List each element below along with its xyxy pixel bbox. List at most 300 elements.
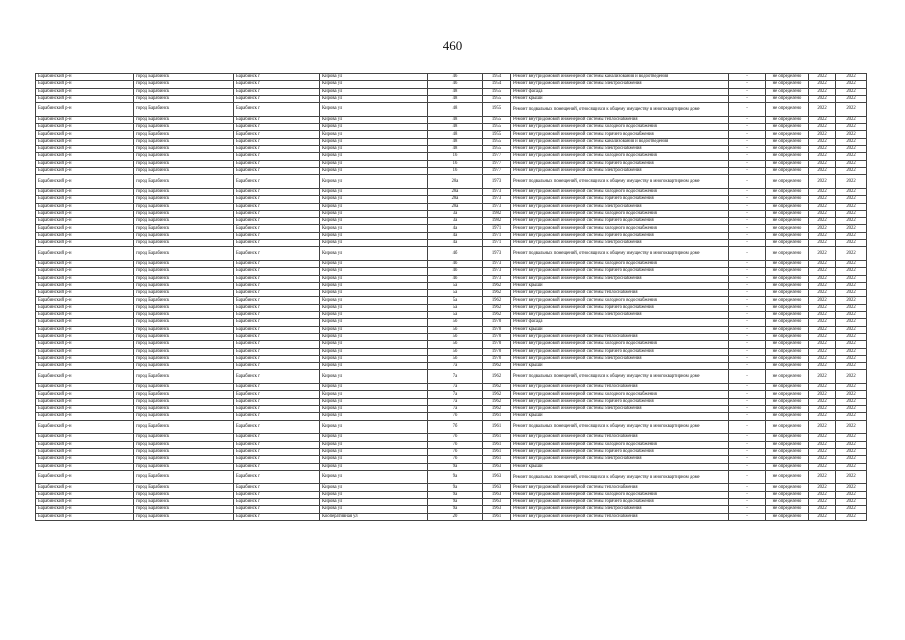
municipality-cell: город Барабинск	[134, 506, 234, 513]
street-cell: Кирова ул	[320, 470, 428, 484]
settlement-cell: Барабинск г	[234, 138, 320, 145]
start-year-cell: 2022	[809, 363, 836, 370]
start-year-cell: 2022	[809, 167, 836, 174]
build-year-cell: 1962	[483, 290, 511, 297]
table-row	[36, 88, 867, 95]
table-row	[36, 312, 867, 319]
street-cell: Кирова ул	[320, 484, 428, 491]
cost-cell: -	[729, 326, 766, 333]
end-year-cell: 2022	[836, 499, 867, 506]
build-year-cell: 1963	[483, 470, 511, 484]
district-cell: Барабинский р-н	[36, 319, 134, 326]
settlement-cell: Барабинск г	[234, 74, 320, 81]
cost-cell: -	[729, 247, 766, 261]
district-cell: Барабинский р-н	[36, 341, 134, 348]
work-type-cell: Ремонт внутридомовой инженерной системы холодного водоснабжения	[511, 441, 729, 448]
table-row	[36, 441, 867, 448]
amount-cell: не определено	[766, 297, 809, 304]
street-cell: Кирова ул	[320, 355, 428, 362]
amount-cell: не определено	[766, 484, 809, 491]
amount-cell: не определено	[766, 167, 809, 174]
build-year-cell: 1955	[483, 103, 511, 117]
build-year-cell: 1971	[483, 240, 511, 247]
work-type-cell: Ремонт внутридомовой инженерной системы электроснабжения	[511, 275, 729, 282]
end-year-cell: 2022	[836, 282, 867, 289]
cost-cell: -	[729, 210, 766, 217]
cost-cell: -	[729, 218, 766, 225]
table-row	[36, 484, 867, 491]
municipality-cell: город Барабинск	[134, 153, 234, 160]
work-type-cell: Ремонт внутридомовой инженерной системы горячего водоснабжения	[511, 160, 729, 167]
house-number-cell: 4а	[428, 232, 483, 239]
build-year-cell: 1961	[483, 434, 511, 441]
house-number-cell: 4а	[428, 225, 483, 232]
start-year-cell: 2022	[809, 413, 836, 420]
end-year-cell: 2022	[836, 470, 867, 484]
street-cell: Кирова ул	[320, 175, 428, 189]
end-year-cell: 2022	[836, 491, 867, 498]
work-type-cell: Ремонт подвальных помещений, относящихся к общему имуществу в многоквартирном доме	[511, 175, 729, 189]
cost-cell: -	[729, 363, 766, 370]
district-cell: Барабинский р-н	[36, 456, 134, 463]
settlement-cell: Барабинск г	[234, 398, 320, 405]
street-cell: Кирова ул	[320, 463, 428, 470]
district-cell: Барабинский р-н	[36, 282, 134, 289]
work-type-cell: Ремонт фасада	[511, 88, 729, 95]
district-cell: Барабинский р-н	[36, 103, 134, 117]
settlement-cell: Барабинск г	[234, 297, 320, 304]
street-cell: Кирова ул	[320, 95, 428, 102]
table-row	[36, 175, 867, 189]
district-cell: Барабинский р-н	[36, 463, 134, 470]
amount-cell: не определено	[766, 434, 809, 441]
start-year-cell: 2022	[809, 420, 836, 434]
house-number-cell: 7а	[428, 406, 483, 413]
house-number-cell: 5а	[428, 312, 483, 319]
table-row	[36, 363, 867, 370]
start-year-cell: 2022	[809, 240, 836, 247]
start-year-cell: 2022	[809, 218, 836, 225]
cost-cell: -	[729, 513, 766, 520]
municipality-cell: город Барабинск	[134, 456, 234, 463]
street-cell: Кооперативная ул	[320, 513, 428, 520]
end-year-cell: 2022	[836, 240, 867, 247]
build-year-cell: 1954	[483, 81, 511, 88]
start-year-cell: 2022	[809, 434, 836, 441]
street-cell: Кирова ул	[320, 441, 428, 448]
amount-cell: не определено	[766, 341, 809, 348]
table-row	[36, 95, 867, 102]
cost-cell: -	[729, 413, 766, 420]
build-year-cell: 1971	[483, 225, 511, 232]
build-year-cell: 1961	[483, 441, 511, 448]
build-year-cell: 1970	[483, 319, 511, 326]
district-cell: Барабинский р-н	[36, 304, 134, 311]
settlement-cell: Барабинск г	[234, 196, 320, 203]
end-year-cell: 2022	[836, 138, 867, 145]
house-number-cell: 5б	[428, 319, 483, 326]
district-cell: Барабинский р-н	[36, 138, 134, 145]
municipality-cell: город Барабинск	[134, 95, 234, 102]
work-type-cell: Ремонт подвальных помещений, относящихся к общему имуществу в многоквартирном доме	[511, 470, 729, 484]
amount-cell: не определено	[766, 326, 809, 333]
work-type-cell: Ремонт внутридомовой инженерной системы электроснабжения	[511, 406, 729, 413]
municipality-cell: город Барабинск	[134, 326, 234, 333]
cost-cell: -	[729, 391, 766, 398]
settlement-cell: Барабинск г	[234, 275, 320, 282]
start-year-cell: 2022	[809, 175, 836, 189]
start-year-cell: 2022	[809, 463, 836, 470]
district-cell: Барабинский р-н	[36, 470, 134, 484]
house-number-cell: 7а	[428, 370, 483, 384]
end-year-cell: 2022	[836, 413, 867, 420]
cost-cell: -	[729, 290, 766, 297]
table-row	[36, 116, 867, 123]
house-number-cell: 7а	[428, 384, 483, 391]
start-year-cell: 2022	[809, 261, 836, 268]
cost-cell: -	[729, 348, 766, 355]
work-type-cell: Ремонт фасада	[511, 319, 729, 326]
build-year-cell: 1963	[483, 506, 511, 513]
cost-cell: -	[729, 95, 766, 102]
house-number-cell: 4б	[428, 268, 483, 275]
street-cell: Кирова ул	[320, 138, 428, 145]
build-year-cell: 1963	[483, 491, 511, 498]
settlement-cell: Барабинск г	[234, 103, 320, 117]
street-cell: Кирова ул	[320, 146, 428, 153]
table-row	[36, 297, 867, 304]
work-type-cell: Ремонт внутридомовой инженерной системы холодного водоснабжения	[511, 124, 729, 131]
build-year-cell: 1971	[483, 232, 511, 239]
end-year-cell: 2022	[836, 290, 867, 297]
build-year-cell: 1970	[483, 333, 511, 340]
street-cell: Кирова ул	[320, 225, 428, 232]
end-year-cell: 2022	[836, 341, 867, 348]
street-cell: Кирова ул	[320, 103, 428, 117]
amount-cell: не определено	[766, 312, 809, 319]
settlement-cell: Барабинск г	[234, 203, 320, 210]
house-number-cell: 16	[428, 160, 483, 167]
cost-cell: -	[729, 398, 766, 405]
street-cell: Кирова ул	[320, 506, 428, 513]
start-year-cell: 2022	[809, 188, 836, 195]
house-number-cell: 9а	[428, 484, 483, 491]
amount-cell: не определено	[766, 275, 809, 282]
work-type-cell: Ремонт внутридомовой инженерной системы теплоснабжения	[511, 116, 729, 123]
amount-cell: не определено	[766, 355, 809, 362]
end-year-cell: 2022	[836, 441, 867, 448]
cost-cell: -	[729, 491, 766, 498]
end-year-cell: 2022	[836, 95, 867, 102]
cost-cell: -	[729, 463, 766, 470]
cost-cell: -	[729, 146, 766, 153]
house-number-cell: 16	[428, 167, 483, 174]
street-cell: Кирова ул	[320, 124, 428, 131]
cost-cell: -	[729, 370, 766, 384]
municipality-cell: город Барабинск	[134, 484, 234, 491]
house-number-cell: 5б	[428, 341, 483, 348]
amount-cell: не определено	[766, 304, 809, 311]
house-number-cell: 48	[428, 116, 483, 123]
house-number-cell: 5б	[428, 333, 483, 340]
table-row	[36, 268, 867, 275]
cost-cell: -	[729, 103, 766, 117]
end-year-cell: 2022	[836, 160, 867, 167]
house-number-cell: 48	[428, 103, 483, 117]
start-year-cell: 2022	[809, 370, 836, 384]
district-cell: Барабинский р-н	[36, 348, 134, 355]
street-cell: Кирова ул	[320, 384, 428, 391]
table-row	[36, 261, 867, 268]
street-cell: Кирова ул	[320, 131, 428, 138]
municipality-cell: город Барабинск	[134, 210, 234, 217]
start-year-cell: 2022	[809, 470, 836, 484]
build-year-cell: 1973	[483, 203, 511, 210]
district-cell: Барабинский р-н	[36, 326, 134, 333]
street-cell: Кирова ул	[320, 370, 428, 384]
settlement-cell: Барабинск г	[234, 391, 320, 398]
district-cell: Барабинский р-н	[36, 203, 134, 210]
cost-cell: -	[729, 319, 766, 326]
start-year-cell: 2022	[809, 138, 836, 145]
work-type-cell: Ремонт внутридомовой инженерной системы теплоснабжения	[511, 333, 729, 340]
district-cell: Барабинский р-н	[36, 398, 134, 405]
build-year-cell: 1970	[483, 348, 511, 355]
work-type-cell: Ремонт внутридомовой инженерной системы холодного водоснабжения	[511, 341, 729, 348]
amount-cell: не определено	[766, 420, 809, 434]
work-type-cell: Ремонт внутридомовой инженерной системы канализования и водоотведения	[511, 74, 729, 81]
end-year-cell: 2022	[836, 175, 867, 189]
municipality-cell: город Барабинск	[134, 420, 234, 434]
municipality-cell: город Барабинск	[134, 81, 234, 88]
amount-cell: не определено	[766, 247, 809, 261]
end-year-cell: 2022	[836, 506, 867, 513]
street-cell: Кирова ул	[320, 290, 428, 297]
house-number-cell: 46	[428, 81, 483, 88]
table-row	[36, 355, 867, 362]
district-cell: Барабинский р-н	[36, 131, 134, 138]
municipality-cell: город Барабинск	[134, 413, 234, 420]
settlement-cell: Барабинск г	[234, 218, 320, 225]
start-year-cell: 2022	[809, 348, 836, 355]
house-number-cell: 7а	[428, 391, 483, 398]
district-cell: Барабинский р-н	[36, 506, 134, 513]
street-cell: Кирова ул	[320, 240, 428, 247]
amount-cell: не определено	[766, 210, 809, 217]
table-row	[36, 74, 867, 81]
district-cell: Барабинский р-н	[36, 312, 134, 319]
table-row	[36, 203, 867, 210]
cost-cell: -	[729, 434, 766, 441]
municipality-cell: город Барабинск	[134, 312, 234, 319]
district-cell: Барабинский р-н	[36, 88, 134, 95]
street-cell: Кирова ул	[320, 203, 428, 210]
build-year-cell: 1973	[483, 196, 511, 203]
table-row	[36, 384, 867, 391]
district-cell: Барабинский р-н	[36, 290, 134, 297]
cost-cell: -	[729, 312, 766, 319]
end-year-cell: 2022	[836, 88, 867, 95]
settlement-cell: Барабинск г	[234, 225, 320, 232]
work-type-cell: Ремонт внутридомовой инженерной системы теплоснабжения	[511, 484, 729, 491]
end-year-cell: 2022	[836, 153, 867, 160]
settlement-cell: Барабинск г	[234, 146, 320, 153]
build-year-cell: 1955	[483, 124, 511, 131]
table-row	[36, 138, 867, 145]
street-cell: Кирова ул	[320, 333, 428, 340]
settlement-cell: Барабинск г	[234, 312, 320, 319]
amount-cell: не определено	[766, 175, 809, 189]
cost-cell: -	[729, 506, 766, 513]
house-number-cell: 5б	[428, 348, 483, 355]
amount-cell: не определено	[766, 491, 809, 498]
settlement-cell: Барабинск г	[234, 434, 320, 441]
table-row	[36, 434, 867, 441]
district-cell: Барабинский р-н	[36, 513, 134, 520]
house-number-cell: 5б	[428, 355, 483, 362]
house-number-cell: 4б	[428, 247, 483, 261]
start-year-cell: 2022	[809, 124, 836, 131]
cost-cell: -	[729, 116, 766, 123]
cost-cell: -	[729, 420, 766, 434]
house-number-cell: 3а	[428, 218, 483, 225]
municipality-cell: город Барабинск	[134, 167, 234, 174]
cost-cell: -	[729, 124, 766, 131]
municipality-cell: город Барабинск	[134, 196, 234, 203]
end-year-cell: 2022	[836, 218, 867, 225]
settlement-cell: Барабинск г	[234, 513, 320, 520]
house-number-cell: 7б	[428, 434, 483, 441]
municipality-cell: город Барабинск	[134, 275, 234, 282]
municipality-cell: город Барабинск	[134, 282, 234, 289]
municipality-cell: город Барабинск	[134, 448, 234, 455]
amount-cell: не определено	[766, 103, 809, 117]
work-type-cell: Ремонт подвальных помещений, относящихся к общему имуществу в многоквартирном доме	[511, 420, 729, 434]
build-year-cell: 1962	[483, 406, 511, 413]
build-year-cell: 1955	[483, 116, 511, 123]
street-cell: Кирова ул	[320, 434, 428, 441]
build-year-cell: 1961	[483, 448, 511, 455]
district-cell: Барабинский р-н	[36, 355, 134, 362]
cost-cell: -	[729, 297, 766, 304]
work-type-cell: Ремонт внутридомовой инженерной системы электроснабжения	[511, 203, 729, 210]
house-number-cell: 7б	[428, 441, 483, 448]
work-type-cell: Ремонт внутридомовой инженерной системы горячего водоснабжения	[511, 398, 729, 405]
table-row	[36, 456, 867, 463]
settlement-cell: Барабинск г	[234, 304, 320, 311]
table-row	[36, 218, 867, 225]
build-year-cell: 1955	[483, 95, 511, 102]
work-type-cell: Ремонт подвальных помещений, относящихся к общему имуществу в многоквартирном доме	[511, 247, 729, 261]
build-year-cell: 1955	[483, 146, 511, 153]
district-cell: Барабинский р-н	[36, 420, 134, 434]
street-cell: Кирова ул	[320, 218, 428, 225]
cost-cell: -	[729, 406, 766, 413]
street-cell: Кирова ул	[320, 398, 428, 405]
district-cell: Барабинский р-н	[36, 363, 134, 370]
end-year-cell: 2022	[836, 484, 867, 491]
cost-cell: -	[729, 203, 766, 210]
build-year-cell: 1962	[483, 363, 511, 370]
district-cell: Барабинский р-н	[36, 491, 134, 498]
street-cell: Кирова ул	[320, 282, 428, 289]
table-row	[36, 282, 867, 289]
table-row	[36, 188, 867, 195]
start-year-cell: 2022	[809, 319, 836, 326]
settlement-cell: Барабинск г	[234, 413, 320, 420]
table-row	[36, 326, 867, 333]
district-cell: Барабинский р-н	[36, 297, 134, 304]
start-year-cell: 2022	[809, 355, 836, 362]
table-row	[36, 103, 867, 117]
work-type-cell: Ремонт внутридомовой инженерной системы электроснабжения	[511, 456, 729, 463]
house-number-cell: 7б	[428, 448, 483, 455]
start-year-cell: 2022	[809, 203, 836, 210]
settlement-cell: Барабинск г	[234, 448, 320, 455]
cost-cell: -	[729, 138, 766, 145]
start-year-cell: 2022	[809, 103, 836, 117]
amount-cell: не определено	[766, 391, 809, 398]
district-cell: Барабинский р-н	[36, 406, 134, 413]
district-cell: Барабинский р-н	[36, 196, 134, 203]
end-year-cell: 2022	[836, 304, 867, 311]
work-type-cell: Ремонт внутридомовой инженерной системы электроснабжения	[511, 506, 729, 513]
amount-cell: не определено	[766, 441, 809, 448]
house-number-cell: 46	[428, 74, 483, 81]
settlement-cell: Барабинск г	[234, 384, 320, 391]
street-cell: Кирова ул	[320, 88, 428, 95]
amount-cell: не определено	[766, 232, 809, 239]
table-row	[36, 370, 867, 384]
start-year-cell: 2022	[809, 499, 836, 506]
settlement-cell: Барабинск г	[234, 355, 320, 362]
table-body	[36, 74, 867, 521]
start-year-cell: 2022	[809, 74, 836, 81]
build-year-cell: 1961	[483, 420, 511, 434]
end-year-cell: 2022	[836, 355, 867, 362]
settlement-cell: Барабинск г	[234, 470, 320, 484]
district-cell: Барабинский р-н	[36, 268, 134, 275]
start-year-cell: 2022	[809, 304, 836, 311]
end-year-cell: 2022	[836, 268, 867, 275]
street-cell: Кирова ул	[320, 261, 428, 268]
house-number-cell: 9а	[428, 506, 483, 513]
municipality-cell: город Барабинск	[134, 225, 234, 232]
work-type-cell: Ремонт внутридомовой инженерной системы электроснабжения	[511, 146, 729, 153]
street-cell: Кирова ул	[320, 363, 428, 370]
start-year-cell: 2022	[809, 225, 836, 232]
start-year-cell: 2022	[809, 448, 836, 455]
work-type-cell: Ремонт внутридомовой инженерной системы электроснабжения	[511, 240, 729, 247]
table-row	[36, 420, 867, 434]
settlement-cell: Барабинск г	[234, 326, 320, 333]
work-type-cell: Ремонт подвальных помещений, относящихся к общему имуществу в многоквартирном доме	[511, 103, 729, 117]
work-type-cell: Ремонт внутридомовой инженерной системы холодного водоснабжения	[511, 491, 729, 498]
municipality-cell: город Барабинск	[134, 218, 234, 225]
street-cell: Кирова ул	[320, 448, 428, 455]
district-cell: Барабинский р-н	[36, 146, 134, 153]
district-cell: Барабинский р-н	[36, 153, 134, 160]
settlement-cell: Барабинск г	[234, 463, 320, 470]
house-number-cell: 9а	[428, 491, 483, 498]
table-row	[36, 348, 867, 355]
build-year-cell: 1977	[483, 167, 511, 174]
municipality-cell: город Барабинск	[134, 160, 234, 167]
work-type-cell: Ремонт внутридомовой инженерной системы электроснабжения	[511, 312, 729, 319]
cost-cell: -	[729, 232, 766, 239]
house-number-cell: 7б	[428, 420, 483, 434]
end-year-cell: 2022	[836, 297, 867, 304]
